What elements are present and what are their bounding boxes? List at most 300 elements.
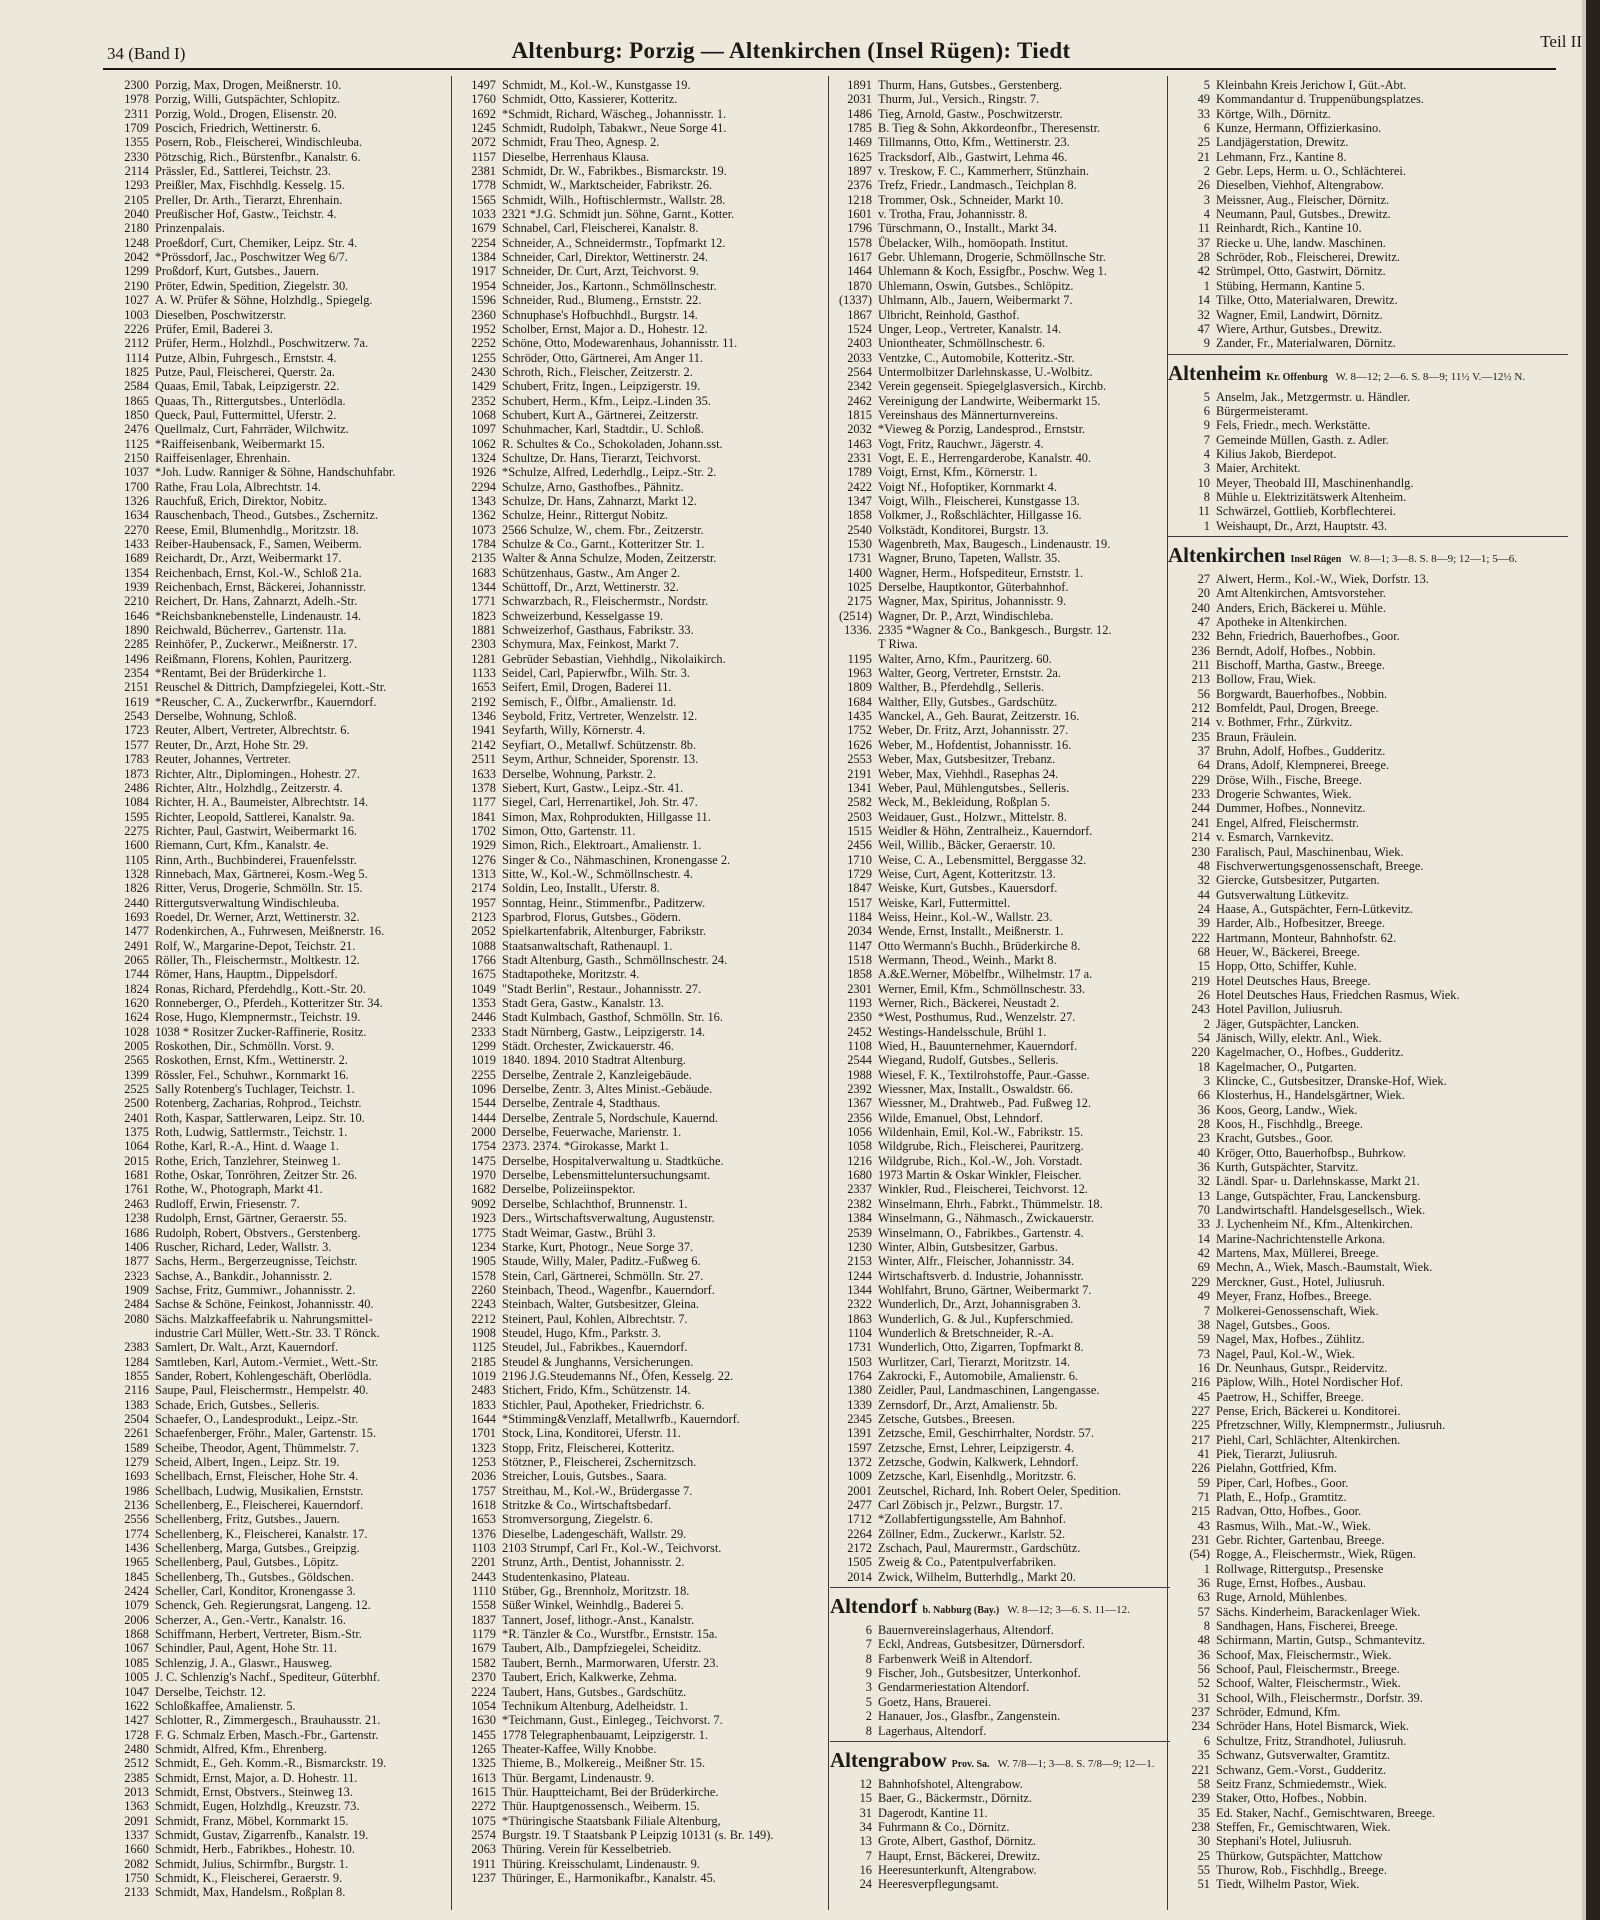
page-edge	[1586, 0, 1600, 1920]
directory-entry	[107, 1455, 450, 1469]
directory-entry	[1168, 264, 1568, 278]
directory-entry	[107, 1785, 450, 1799]
directory-entry	[454, 996, 826, 1010]
entry-text: Schaefer, O., Landesprodukt., Leipz.-Str.	[155, 1411, 359, 1426]
phone-number: 1954	[471, 278, 496, 293]
phone-number: 1701	[471, 1426, 496, 1441]
phone-number: 1941	[471, 723, 496, 738]
directory-entry	[454, 666, 826, 680]
entry-text: Stichert, Frido, Kfm., Schützenstr. 14.	[502, 1383, 691, 1398]
directory-entry	[454, 1412, 826, 1426]
entry-text: Wiere, Arthur, Gutsbes., Drewitz.	[1216, 321, 1383, 336]
directory-entry	[454, 1398, 826, 1412]
directory-entry	[454, 351, 826, 365]
phone-number: 1565	[471, 192, 496, 207]
directory-entry	[1168, 873, 1568, 887]
phone-number: 2082	[124, 1856, 149, 1871]
entry-text: Koos, H., Fischhdlg., Breege.	[1216, 1117, 1363, 1132]
phone-number: 1615	[471, 1784, 496, 1799]
phone-number: 1003	[124, 307, 149, 322]
entry-text: Dieselbe, Ladengeschäft, Wallstr. 29.	[502, 1526, 687, 1541]
directory-entry	[830, 781, 1170, 795]
entry-text: Weber, Max, Viehhdl., Rasephas 24.	[878, 766, 1059, 781]
entry-text: Prässler, Ed., Sattlerei, Teichstr. 23.	[155, 164, 331, 179]
phone-number: 244	[1191, 801, 1210, 816]
entry-text: Bauernvereinslagerhaus, Altendorf.	[878, 1623, 1054, 1638]
directory-entry	[1168, 1877, 1568, 1891]
directory-entry	[1168, 150, 1568, 164]
entry-text: Wermann, Theod., Weinh., Markt 8.	[878, 952, 1057, 967]
phone-number: 1729	[847, 866, 872, 881]
phone-number: 41	[1197, 1446, 1210, 1461]
phone-number: 1613	[471, 1770, 496, 1785]
phone-number: 16	[1197, 1360, 1210, 1375]
directory-entry	[454, 1283, 826, 1297]
directory-entry	[107, 623, 450, 637]
directory-entry	[1168, 1476, 1568, 1490]
phone-number: 2463	[124, 1196, 149, 1211]
directory-entry	[454, 207, 826, 221]
entry-text: Martens, Max, Müllerei, Breege.	[1216, 1246, 1379, 1261]
phone-number: 1343	[471, 493, 496, 508]
directory-entry	[454, 1125, 826, 1139]
directory-entry	[1168, 279, 1568, 293]
directory-entry	[454, 838, 826, 852]
entry-text: Schlotter, R., Zimmergesch., Brauhausstr. 21.	[155, 1713, 381, 1728]
entry-text: Wiessner, Max, Installt., Oswaldstr. 66.	[878, 1082, 1074, 1097]
phone-number: 2354	[124, 666, 149, 681]
directory-entry	[830, 1709, 1170, 1723]
phone-number: 9	[1203, 336, 1210, 351]
directory-entry	[1168, 1232, 1568, 1246]
phone-number: 5	[1203, 389, 1210, 404]
entry-text: Koos, Georg, Landw., Wiek.	[1216, 1102, 1358, 1117]
directory-entry	[454, 1484, 826, 1498]
entry-text: Wende, Ernst, Installt., Meißnerstr. 1.	[878, 924, 1064, 939]
directory-entry	[1168, 1576, 1568, 1590]
directory-entry	[454, 336, 826, 350]
entry-text: Hanauer, Jos., Glasfbr., Zangenstein.	[878, 1709, 1061, 1724]
entry-text: Schulze, Dr. Hans, Zahnarzt, Markt 12.	[502, 493, 697, 508]
directory-entry	[1168, 1433, 1568, 1447]
section-district: Prov. Sa.	[951, 1758, 990, 1770]
phone-number: 1710	[847, 852, 872, 867]
directory-entry	[107, 1742, 450, 1756]
phone-number: 1216	[847, 1153, 872, 1168]
phone-number: 2401	[124, 1110, 149, 1125]
phone-number: 1323	[471, 1440, 496, 1455]
directory-entry	[1168, 1662, 1568, 1676]
entry-text: Stadt Nürnberg, Gastw., Leipzigerstr. 14.	[502, 1024, 706, 1039]
phone-number: 1064	[124, 1139, 149, 1154]
directory-entry	[1168, 1318, 1568, 1332]
phone-number: 1731	[847, 1340, 872, 1355]
directory-entry	[1168, 1160, 1568, 1174]
phone-number: 1496	[124, 651, 149, 666]
directory-entry	[107, 1355, 450, 1369]
directory-entry	[454, 953, 826, 967]
phone-number: 1324	[471, 450, 496, 465]
entry-text: Schindler, Paul, Agent, Hohe Str. 11.	[155, 1641, 338, 1656]
directory-entry	[1168, 1734, 1568, 1748]
entry-text: Uhlemann, Oswin, Gutsbes., Schlöpitz.	[878, 278, 1074, 293]
entry-text: Schulze, Heinr., Rittergut Nobitz.	[502, 508, 668, 523]
entry-text: Sächs. Malzkaffeefabrik u. Nahrungsmittel-	[155, 1311, 373, 1326]
entry-text: Mechn, A., Wiek, Masch.-Baumstalt, Wiek.	[1216, 1260, 1433, 1275]
phone-number: 2477	[847, 1498, 872, 1513]
directory-entry	[1168, 92, 1568, 106]
phone-number: 36	[1197, 1576, 1210, 1591]
directory-entry	[830, 379, 1170, 393]
directory-entry	[107, 924, 450, 938]
entry-text: Roth, Ludwig, Sattlermstr., Teichstr. 1.	[155, 1125, 348, 1140]
entry-text: Haase, A., Gutspächter, Fern-Lütkevitz.	[1216, 901, 1414, 916]
phone-number: 1505	[847, 1555, 872, 1570]
entry-text: Schmidt, K., Fleischerei, Geraerstr. 9.	[155, 1870, 343, 1885]
entry-text: Reuter, Dr., Arzt, Hohe Str. 29.	[155, 737, 309, 752]
directory-entry	[107, 910, 450, 924]
directory-entry	[830, 1240, 1170, 1254]
directory-entry	[830, 1791, 1170, 1805]
phone-number: 2032	[847, 422, 872, 437]
directory-entry	[107, 78, 450, 92]
entry-text: Schultze, Fritz, Strandhotel, Juliusruh.	[1216, 1733, 1407, 1748]
page-number: 34 (Band I)	[107, 44, 186, 63]
directory-entry	[107, 451, 450, 465]
phone-number: 234	[1191, 1719, 1210, 1734]
entry-text: Schmidt, Ernst, Major, a. D. Hohestr. 11.	[155, 1770, 358, 1785]
directory-entry	[107, 939, 450, 953]
directory-entry	[830, 1570, 1170, 1584]
entry-text: Rose, Hugo, Klempnermstr., Teichstr. 19.	[155, 1010, 361, 1025]
directory-entry	[830, 1777, 1170, 1791]
directory-entry	[454, 1627, 826, 1641]
directory-entry	[1168, 1045, 1568, 1059]
entry-text: Steinbach, Theod., Wagenfbr., Kauerndorf.	[502, 1282, 715, 1297]
directory-entry	[454, 580, 826, 594]
phone-number: 14	[1197, 293, 1210, 308]
entry-text: Türschmann, O., Installt., Markt 34.	[878, 221, 1057, 236]
phone-number: 64	[1197, 758, 1210, 773]
directory-entry	[454, 1025, 826, 1039]
entry-text: Schaefenberger, Fröhr., Maler, Gartenstr. 15.	[155, 1426, 377, 1441]
phone-number: 1255	[471, 350, 496, 365]
section-hours: W. 8—12; 3—6. S. 11—12.	[1007, 1604, 1130, 1617]
phone-number: 1855	[124, 1368, 149, 1383]
phone-number: 2151	[124, 680, 149, 695]
phone-number: 1905	[471, 1254, 496, 1269]
entry-text: Ländl. Spar- u. Darlehnskasse, Markt 21.	[1216, 1174, 1420, 1189]
entry-text: Weidauer, Gust., Holzwr., Mittelstr. 8.	[878, 809, 1067, 824]
directory-entry	[107, 480, 450, 494]
phone-number: 1700	[124, 479, 149, 494]
entry-text: Derselbe, Wohnung, Parkstr. 2.	[502, 766, 656, 781]
phone-number: 1110	[472, 1584, 496, 1599]
directory-entry	[454, 1584, 826, 1598]
phone-number: 2383	[124, 1340, 149, 1355]
entry-text: Kagelmacher, O., Hofbes., Gudderitz.	[1216, 1045, 1404, 1060]
directory-entry	[1168, 1863, 1568, 1877]
phone-number: 24	[1197, 901, 1210, 916]
entry-text: Sonntag, Heinr., Stimmenfbr., Paditzerw.	[502, 895, 706, 910]
phone-number: 2133	[124, 1885, 149, 1900]
directory-entry	[454, 1426, 826, 1440]
phone-number: 2001	[847, 1483, 872, 1498]
directory-entry	[107, 1326, 450, 1340]
entry-text: Bürgermeisteramt.	[1216, 403, 1309, 418]
entry-text: Porzig, Wold., Drogen, Elisenstr. 20.	[155, 106, 337, 121]
directory-entry	[454, 1685, 826, 1699]
phone-number: 1544	[471, 1096, 496, 1111]
directory-entry	[454, 566, 826, 580]
entry-text: Uhlemann & Koch, Essigfbr., Poschw. Weg 1.	[878, 264, 1107, 279]
phone-number: 2	[1203, 164, 1210, 179]
directory-entry	[107, 1426, 450, 1440]
phone-number: 1009	[847, 1469, 872, 1484]
entry-text: Schmidt, E., Geh. Komm.-R., Bismarckstr. 19.	[155, 1756, 387, 1771]
directory-entry	[830, 580, 1170, 594]
phone-number: 18	[1197, 1059, 1210, 1074]
phone-number: 1363	[124, 1799, 149, 1814]
entry-text: Schmidt, W., Marktscheider, Fabrikstr. 26.	[502, 178, 713, 193]
directory-entry	[107, 164, 450, 178]
entry-text: Stein, Carl, Gärtnerei, Schmölln. Str. 27.	[502, 1268, 704, 1283]
entry-text: v. Treskow, F. C., Kammerherr, Stünzhain.	[878, 164, 1089, 179]
phone-number: 232	[1191, 629, 1210, 644]
phone-number: 2556	[124, 1512, 149, 1527]
directory-entry	[830, 1383, 1170, 1397]
directory-entry	[454, 236, 826, 250]
directory-entry	[1168, 1304, 1568, 1318]
phone-number: 1293	[124, 178, 149, 193]
entry-text: Röller, Th., Fleischermstr., Moltkestr. 12.	[155, 952, 360, 967]
directory-entry	[1168, 178, 1568, 192]
entry-text: Schoof, Paul, Fleischermstr., Breege.	[1216, 1662, 1400, 1677]
entry-text: Steudel, Jul., Fabrikbes., Kauerndorf.	[502, 1340, 688, 1355]
entry-text: Pense, Erich, Bäckerei u. Konditorei.	[1216, 1403, 1401, 1418]
entry-text: Preißler, Max, Fischhdlg. Kesselg. 15.	[155, 178, 345, 193]
directory-entry	[454, 1641, 826, 1655]
directory-entry	[107, 795, 450, 809]
entry-text: Unger, Leop., Vertreter, Kanalstr. 14.	[878, 321, 1062, 336]
directory-entry	[107, 293, 450, 307]
page-title: Altenburg: Porzig — Altenkirchen (Insel Rügen): Tiedt	[511, 38, 1071, 63]
entry-text: Uhlmann, Alb., Jauern, Weibermarkt 7.	[878, 293, 1073, 308]
phone-number: 2175	[847, 594, 872, 609]
phone-number: 25	[1197, 135, 1210, 150]
directory-entry	[1168, 1074, 1568, 1088]
phone-number: 1644	[471, 1411, 496, 1426]
phone-number: 8	[865, 1723, 872, 1738]
entry-text: Simon, Otto, Gartenstr. 11.	[502, 823, 636, 838]
phone-number: 1970	[471, 1168, 496, 1183]
directory-entry	[1168, 221, 1568, 235]
directory-entry	[107, 709, 450, 723]
directory-entry	[454, 1756, 826, 1770]
phone-number: 1313	[471, 866, 496, 881]
entry-text: Jäger, Gutspächter, Lancken.	[1216, 1016, 1360, 1031]
phone-number: 1589	[124, 1440, 149, 1455]
directory-entry	[454, 221, 826, 235]
directory-entry	[454, 1871, 826, 1885]
entry-text: Putze, Paul, Fleischerei, Querstr. 2a.	[155, 364, 335, 379]
section-district: Kr. Offenburg	[1266, 371, 1328, 383]
phone-number: 2275	[124, 823, 149, 838]
directory-entry	[107, 1512, 450, 1526]
phone-number: 1028	[124, 1024, 149, 1039]
phone-number: 1096	[471, 1082, 496, 1097]
phone-number: 1339	[847, 1397, 872, 1412]
entry-text: Staatsanwaltschaft, Rathenaupl. 1.	[502, 938, 673, 953]
entry-text: Schröder, Edmund, Kfm.	[1216, 1705, 1341, 1720]
phone-number: 2136	[124, 1498, 149, 1513]
phone-number: 1850	[124, 407, 149, 422]
directory-entry	[107, 1139, 450, 1153]
directory-entry	[107, 1685, 450, 1699]
entry-text: Ventzke, C., Automobile, Kotteritz.-Str.	[878, 350, 1075, 365]
phone-number: 1825	[124, 364, 149, 379]
directory-entry	[454, 135, 826, 149]
directory-entry	[830, 767, 1170, 781]
directory-entry	[454, 164, 826, 178]
entry-text: Grote, Albert, Gasthof, Dörnitz.	[878, 1834, 1036, 1849]
entry-text: Baer, G., Bäckermstr., Dörnitz.	[878, 1791, 1032, 1806]
phone-number: 1384	[847, 1211, 872, 1226]
entry-text: Rössler, Fel., Schuhwr., Kornmarkt 16.	[155, 1067, 349, 1082]
directory-entry	[830, 1283, 1170, 1297]
phone-number: 2014	[847, 1569, 872, 1584]
directory-entry	[454, 264, 826, 278]
directory-entry	[454, 867, 826, 881]
phone-number: 5	[865, 1694, 872, 1709]
entry-text: Zetzsche, Ernst, Lehrer, Leipzigerstr. 4.	[878, 1440, 1074, 1455]
directory-entry	[107, 135, 450, 149]
phone-number: 2337	[847, 1182, 872, 1197]
phone-number: 31	[859, 1805, 872, 1820]
phone-number: 1760	[471, 92, 496, 107]
directory-entry	[830, 1168, 1170, 1182]
directory-entry	[454, 408, 826, 422]
directory-entry	[1168, 1590, 1568, 1604]
phone-number: 2350	[847, 1010, 872, 1025]
directory-entry	[1168, 1691, 1568, 1705]
entry-text: Wohlfahrt, Bruno, Gärtner, Weibermarkt 7.	[878, 1282, 1092, 1297]
directory-entry	[830, 1637, 1170, 1651]
phone-number: 37	[1197, 744, 1210, 759]
phone-number: 2356	[847, 1110, 872, 1125]
entry-text: Städt. Orchester, Zwickauerstr. 46.	[502, 1039, 674, 1054]
directory-entry	[107, 695, 450, 709]
entry-text: Schmidt, Ernst, Obstvers., Steinweg 13.	[155, 1784, 353, 1799]
directory-entry	[107, 1656, 450, 1670]
directory-entry	[830, 221, 1170, 235]
phone-number: 2192	[471, 694, 496, 709]
directory-entry	[830, 566, 1170, 580]
phone-number: 2005	[124, 1039, 149, 1054]
directory-entry	[107, 723, 450, 737]
phone-number: 35	[1197, 1748, 1210, 1763]
directory-entry	[1168, 1217, 1568, 1231]
entry-text: Thür. Hauptgenossensch., Weiberm. 15.	[502, 1799, 700, 1814]
entry-text: Zwick, Wilhelm, Butterhdlg., Markt 20.	[878, 1569, 1076, 1584]
entry-text: Stock, Lina, Konditorei, Uferstr. 11.	[502, 1426, 681, 1441]
phone-number: 24	[859, 1877, 872, 1892]
directory-entry	[107, 1039, 450, 1053]
phone-number: 2174	[471, 881, 496, 896]
entry-text: Stübing, Hermann, Kantine 5.	[1216, 278, 1365, 293]
phone-number: 1911	[471, 1856, 496, 1871]
phone-number: 2264	[847, 1526, 872, 1541]
phone-number: 1088	[471, 938, 496, 953]
entry-text: v. Esmarch, Varnkevitz.	[1216, 830, 1334, 845]
directory-entry	[830, 1455, 1170, 1469]
entry-text: Stadt Altenburg, Gasth., Schmöllnschestr. 24.	[502, 952, 728, 967]
directory-entry	[454, 1326, 826, 1340]
phone-number: 2539	[847, 1225, 872, 1240]
entry-text: Derselbe, Lebensmitteluntersuchungsamt.	[502, 1168, 711, 1183]
directory-entry	[107, 1111, 450, 1125]
directory-entry	[454, 939, 826, 953]
directory-entry	[107, 881, 450, 895]
directory-entry	[1168, 78, 1568, 92]
directory-entry	[454, 1699, 826, 1713]
entry-text: Werner, Emil, Kfm., Schmöllnschestr. 33.	[878, 981, 1086, 996]
directory-entry	[1168, 787, 1568, 801]
phone-number: 1712	[847, 1512, 872, 1527]
directory-entry	[830, 838, 1170, 852]
phone-number: 1062	[471, 436, 496, 451]
phone-number: 2403	[847, 336, 872, 351]
entry-text: Reuter, Johannes, Vertreter.	[155, 752, 291, 767]
phone-number: 2270	[124, 522, 149, 537]
directory-entry	[830, 1652, 1170, 1666]
entry-text: *Zollabfertigungsstelle, Am Bahnhof.	[878, 1512, 1066, 1527]
entry-text: T Riwa.	[878, 637, 918, 652]
phone-number: 1085	[124, 1655, 149, 1670]
entry-text: Körtge, Wilh., Dörnitz.	[1216, 106, 1331, 121]
directory-entry	[830, 1724, 1170, 1738]
phone-number: 1877	[124, 1254, 149, 1269]
entry-text: Schüttoff, Dr., Arzt, Wettinerstr. 32.	[502, 580, 679, 595]
phone-number: 1248	[124, 235, 149, 250]
entry-text: Bollow, Frau, Wiek.	[1216, 672, 1316, 687]
phone-number: (1337)	[838, 293, 872, 308]
directory-entry	[107, 107, 450, 121]
directory-entry	[1168, 1418, 1568, 1432]
directory-entry	[107, 1168, 450, 1182]
phone-number: 2504	[124, 1411, 149, 1426]
directory-entry	[454, 1355, 826, 1369]
phone-number: 26	[1197, 178, 1210, 193]
entry-text: Thurm, Hans, Gutsbes., Gerstenberg.	[878, 78, 1063, 92]
section-rule	[830, 1587, 1170, 1588]
phone-number: 2322	[847, 1297, 872, 1312]
entry-text: Paetrow, H., Schiffer, Breege.	[1216, 1389, 1364, 1404]
phone-number: 1436	[124, 1541, 149, 1556]
directory-entry	[454, 1039, 826, 1053]
entry-text: Dieselbe, Herrenhaus Klausa.	[502, 149, 650, 164]
entry-text: Stromversorgung, Ziegelstr. 6.	[502, 1512, 653, 1527]
entry-text: Thür. Hauptteichamt, Bei der Brüderkirche.	[502, 1784, 719, 1799]
directory-entry	[830, 250, 1170, 264]
entry-text: Rollwage, Rittergutsp., Presenske	[1216, 1561, 1384, 1576]
entry-text: A. W. Prüfer & Söhne, Holzhdlg., Spiegelg.	[155, 293, 373, 308]
directory-entry	[107, 609, 450, 623]
phone-number: 1244	[847, 1268, 872, 1283]
phone-number: 23	[1197, 1131, 1210, 1146]
phone-number: 1683	[471, 565, 496, 580]
directory-entry	[454, 1785, 826, 1799]
